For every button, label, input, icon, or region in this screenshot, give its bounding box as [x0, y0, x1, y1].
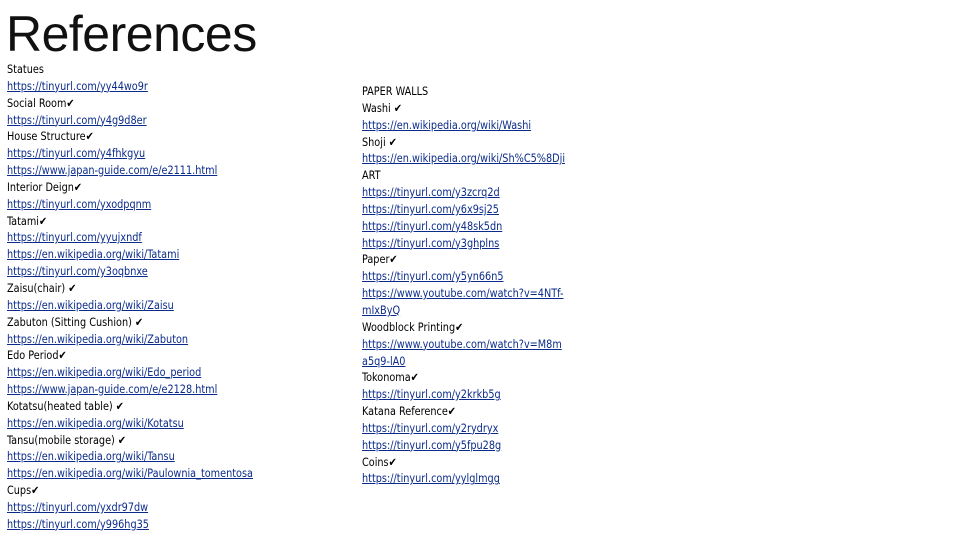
reference-link[interactable]: https://tinyurl.com/y2krkb5g [362, 387, 501, 402]
reference-link[interactable]: https://tinyurl.com/y2rydryx [362, 420, 499, 435]
reference-link[interactable]: https://www.japan-guide.com/e/e2128.html [7, 382, 218, 397]
reference-link[interactable]: https://tinyurl.com/y3ghplns [362, 235, 500, 250]
reference-label: Kotatsu(heated table) ✔ [7, 398, 124, 413]
reference-link[interactable]: https://en.wikipedia.org/wiki/Paulownia_tomentosa [7, 466, 253, 481]
reference-label: Cups✔ [7, 483, 40, 498]
page-title: References [6, 6, 257, 62]
reference-link[interactable]: https://tinyurl.com/y3zcrq2d [362, 185, 500, 200]
reference-label: Interior Deign✔ [7, 179, 83, 194]
reference-link[interactable]: https://tinyurl.com/yy44wo9r [7, 78, 148, 93]
reference-label: Coins✔ [362, 454, 397, 469]
reference-link[interactable]: https://tinyurl.com/y996hg35 [7, 516, 149, 531]
reference-link[interactable]: https://en.wikipedia.org/wiki/Edo_period [7, 365, 202, 380]
reference-link[interactable]: https://en.wikipedia.org/wiki/Tansu [7, 449, 175, 464]
reference-label: Tansu(mobile storage) ✔ [7, 432, 127, 447]
reference-label: Social Room✔ [7, 95, 75, 110]
reference-link[interactable]: https://en.wikipedia.org/wiki/Tatami [7, 247, 180, 262]
reference-label: PAPER WALLS [362, 84, 429, 98]
reference-label: ART [362, 168, 381, 183]
reference-link[interactable]: a5q9-lA0 [362, 353, 406, 368]
reference-link[interactable]: https://en.wikipedia.org/wiki/Sh%C5%8Dji [362, 151, 566, 166]
reference-link[interactable]: https://tinyurl.com/y5yn66n5 [362, 269, 504, 284]
reference-link[interactable]: https://tinyurl.com/y5fpu28g [362, 437, 502, 452]
reference-link[interactable]: https://tinyurl.com/y4fhkgyu [7, 146, 146, 161]
reference-label: Tatami✔ [7, 213, 48, 228]
reference-label: Statues [7, 62, 44, 76]
reference-link[interactable]: https://tinyurl.com/yxdr97dw [7, 499, 149, 514]
reference-label: Katana Reference✔ [362, 404, 456, 419]
reference-link[interactable]: https://www.japan-guide.com/e/e2111.html [7, 163, 218, 178]
reference-label: Zabuton (Sitting Cushion) ✔ [7, 314, 144, 329]
reference-link[interactable]: mIxByQ [362, 302, 401, 317]
reference-link[interactable]: https://www.youtube.com/watch?v=4NTf- [362, 286, 564, 301]
reference-link[interactable]: https://tinyurl.com/yylglmgg [362, 471, 500, 486]
reference-link[interactable]: https://www.youtube.com/watch?v=M8m [362, 336, 562, 351]
reference-link[interactable]: https://en.wikipedia.org/wiki/Zabuton [7, 331, 189, 346]
reference-label: Zaisu(chair) ✔ [7, 280, 77, 295]
reference-label: Paper✔ [362, 252, 398, 267]
reference-label: Edo Period✔ [7, 348, 67, 363]
reference-label: Shoji ✔ [362, 134, 397, 149]
reference-link[interactable]: https://en.wikipedia.org/wiki/Zaisu [7, 297, 174, 312]
reference-link[interactable]: https://en.wikipedia.org/wiki/Kotatsu [7, 415, 184, 430]
reference-link[interactable]: https://tinyurl.com/y3oqbnxe [7, 264, 148, 279]
references-list-left [7, 61, 272, 533]
reference-link[interactable]: https://tinyurl.com/y4g9d8er [7, 112, 147, 127]
reference-link[interactable]: https://en.wikipedia.org/wiki/Washi [362, 117, 532, 132]
reference-link[interactable]: https://tinyurl.com/y48sk5dn [362, 218, 503, 233]
reference-label: House Structure✔ [7, 129, 94, 144]
reference-label: Tokonoma✔ [362, 370, 419, 385]
references-list-right [362, 83, 580, 487]
reference-link[interactable]: https://tinyurl.com/yyujxndf [7, 230, 142, 245]
reference-label: Woodblock Printing✔ [362, 319, 464, 334]
reference-link[interactable]: https://tinyurl.com/yxodpqnm [7, 196, 152, 211]
reference-label: Washi ✔ [362, 100, 402, 115]
reference-link[interactable]: https://tinyurl.com/y6x9sj25 [362, 201, 499, 216]
